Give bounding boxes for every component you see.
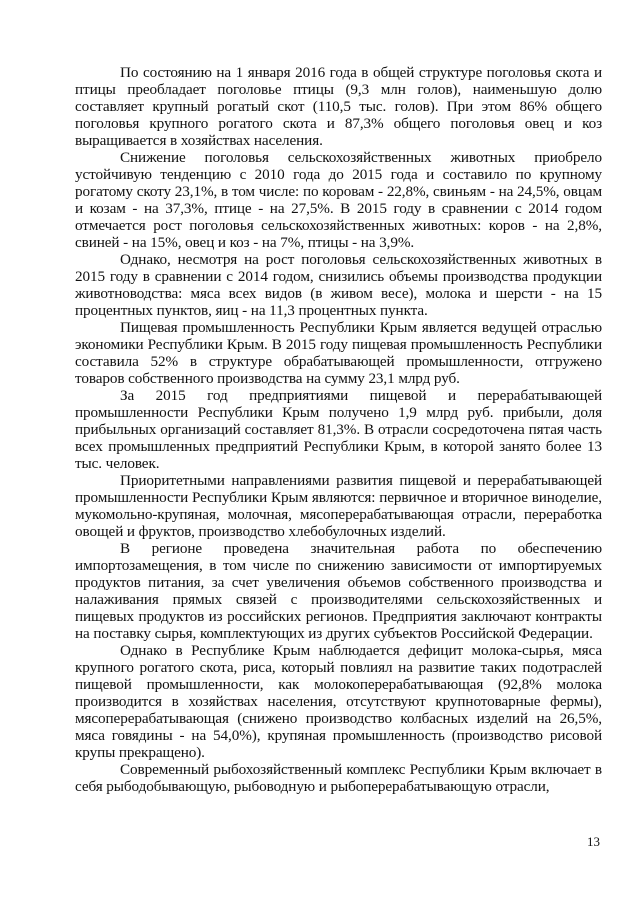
document-body <box>75 64 602 795</box>
paragraph-production-decrease: Однако, несмотря на рост поголовья сельскохозяйственных животных в 2015 году в сравнении с 2014 годом, снизились объемы производства продукции животноводства: мяса всех видов (в живом весе), молока и шерсти - на 15 процентных пунктов, яиц - на 11,3 процентных пункта. <box>75 251 602 319</box>
paragraph-livestock-decline: Снижение поголовья сельскохозяйственных животных приобрело устойчивую тенденцию с 2010 года до 2015 года и составило по крупному рогатому скоту 23,1%, в том числе: по коровам - 22,8%, свиньям - на 24,5%, овцам и козам - на 37,3%, птице - на 27,5%. В 2015 году в сравнении с 2014 годом отмечается рост поголовья сельскохозяйственных животных: коров - на 2,8%, свиней - на 15%, овец и коз - на 7%, птицы - на 3,9%. <box>75 149 602 251</box>
page-number: 13 <box>587 834 600 849</box>
paragraph-raw-material-deficit: Однако в Республике Крым наблюдается дефицит молока-сырья, мяса крупного рогатого скота, риса, который повлиял на развитие таких подотраслей пищевой промышленности, как молокоперерабатывающая (92,8% молока производится в хозяйствах населения, отсутствуют крупнотоварные фермы), мясоперерабатывающая (снижено производство колбасных изделий на 26,5%, мяса говядины - на 54,0%), крупяная промышленность (производство рисовой крупы прекращено). <box>75 642 602 761</box>
paragraph-fishery-complex: Современный рыбохозяйственный комплекс Республики Крым включает в себя рыбодобывающую, рыбоводную и рыбоперерабатывающую отрасли, <box>75 761 602 795</box>
paragraph-food-industry: Пищевая промышленность Республики Крым является ведущей отраслью экономики Республики Крым. В 2015 году пищевая промышленность Республики составила 52% в структуре обрабатывающей промышленности, отгружено товаров собственного производства на сумму 23,1 млрд руб. <box>75 319 602 387</box>
paragraph-livestock-structure: По состоянию на 1 января 2016 года в общей структуре поголовья скота и птицы преобладает поголовье птицы (9,3 млн голов), наименьшую долю составляет крупный рогатый скот (110,5 тыс. голов). При этом 86% общего поголовья крупного рогатого скота и 87,3% общего поголовья овец и коз выращивается в хозяйствах населения. <box>75 64 602 149</box>
paragraph-priority-directions: Приоритетными направлениями развития пищевой и перерабатывающей промышленности Республики Крым являются: первичное и вторичное виноделие, мукомольно-крупяная, молочная, мясоперерабатывающая отрасли, переработка овощей и фруктов, производство хлебобулочных изделий. <box>75 472 602 540</box>
paragraph-food-industry-profit: За 2015 год предприятиями пищевой и перерабатывающей промышленности Республики Крым получено 1,9 млрд руб. прибыли, доля прибыльных организаций составляет 81,3%. В отрасли сосредоточена пятая часть всех промышленных предприятий Республики Крым, в которой занято более 13 тыс. человек. <box>75 387 602 472</box>
paragraph-import-substitution: В регионе проведена значительная работа по обеспечению импортозамещения, в том числе по снижению зависимости от импортируемых продуктов питания, за счет увеличения объемов собственного производства и налаживания прямых связей с производителями сельскохозяйственных и пищевых продуктов из российских регионов. Предприятия заключают контракты на поставку сырья, комплектующих из других субъектов Российской Федерации. <box>75 540 602 642</box>
